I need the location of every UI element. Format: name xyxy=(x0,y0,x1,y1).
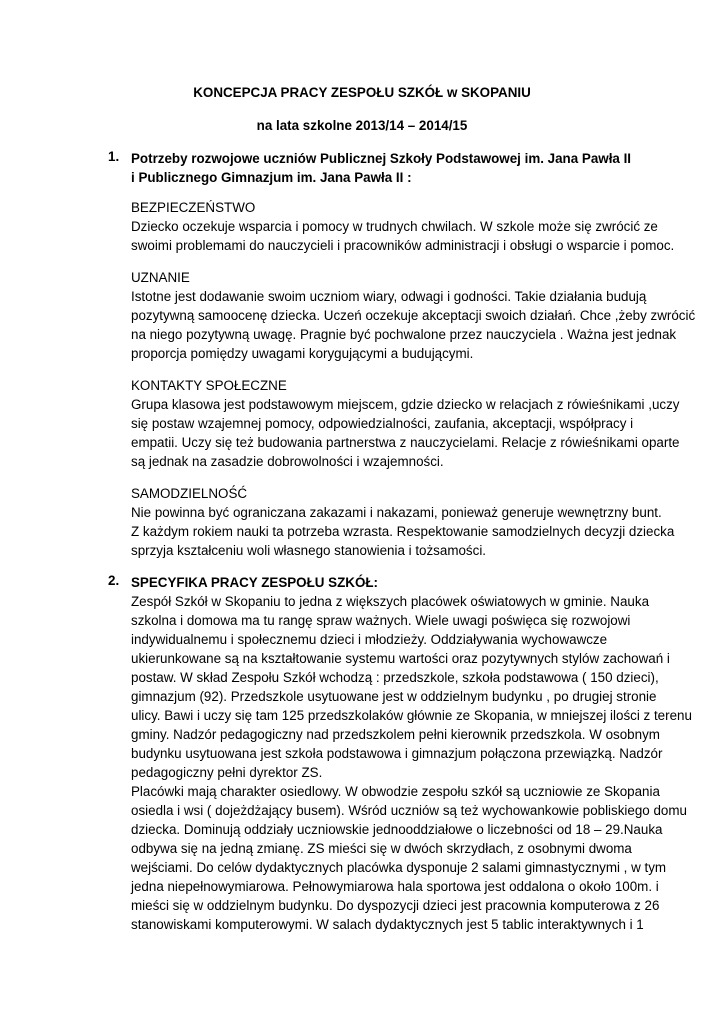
block-label-independence: SAMODZIELNOŚĆ xyxy=(131,486,248,501)
paragraph-line: odbywa się na jedną zmianę. ZS mieści się w dwóch skrzydłach, z osobnymi dwoma xyxy=(131,841,632,856)
paragraph-line: Zespół Szkół w Skopaniu to jedna z większych placówek oświatowych w gminie. Nauka xyxy=(131,594,650,609)
paragraph-line: indywidualnemu i społecznemu dzieci i młodzieży. Oddziaływania wychowawcze xyxy=(131,632,608,647)
paragraph-line: ulicy. Bawi i uczy się tam 125 przedszkolaków głównie ze Skopania, w mniejszej ilości z terenu xyxy=(131,708,692,723)
section-1-number: 1. xyxy=(108,149,120,164)
paragraph-line: Nie powinna być ograniczana zakazami i nakazami, ponieważ generuje wewnętrzny bunt. xyxy=(131,505,662,520)
paragraph-line: Istotne jest dodawanie swoim uczniom wiary, odwagi i godności. Takie działania budują xyxy=(131,289,647,304)
paragraph-line: są jednak na zasadzie dobrowolności i wzajemności. xyxy=(131,454,444,469)
paragraph-line: stanowiskami komputerowymi. W salach dydaktycznych jest 5 tablic interaktywnych i 1 xyxy=(131,917,644,932)
document-title: KONCEPCJA PRACY ZESPOŁU SZKÓŁ w SKOPANIU xyxy=(193,85,531,100)
paragraph-line: proporcja pomiędzy uwagami korygującymi a budującymi. xyxy=(131,346,474,361)
block-label-recognition: UZNANIE xyxy=(131,270,190,285)
block-label-social-contacts: KONTAKTY SPOŁECZNE xyxy=(131,378,287,393)
paragraph-line: mieści się w oddzielnym budynku. Do dyspozycji dzieci jest pracownia komputerowa z 26 xyxy=(131,898,660,913)
paragraph-line: Dziecko oczekuje wsparcia i pomocy w trudnych chwilach. W szkole może się zwrócić ze xyxy=(131,219,658,234)
paragraph-line: budynku usytuowana jest szkoła podstawowa i gimnazjum połączona przewiązką. Nadzór xyxy=(131,746,663,761)
paragraph-line: szkolna i domowa ma tu rangę spraw ważnych. Wiele uwagi poświęca się rozwojowi xyxy=(131,613,631,628)
paragraph-line: się postaw wzajemnej pomocy, odpowiedzialności, zaufania, akceptacji, współpracy i xyxy=(131,416,634,431)
section-1-heading-line: Potrzeby rozwojowe uczniów Publicznej Szkoły Podstawowej im. Jana Pawła II xyxy=(131,151,632,166)
section-2-number: 2. xyxy=(108,573,120,588)
paragraph-line: dziecka. Dominują oddziały uczniowskie jednooddziałowe o liczebności od 18 – 29.Nauka xyxy=(131,822,663,837)
paragraph-line: postaw. W skład Zespołu Szkół wchodzą : przedszkole, szkoła podstawowa ( 150 dzieci), xyxy=(131,670,659,685)
block-label-safety: BEZPIECZEŃSTWO xyxy=(131,200,256,215)
paragraph-line: Z każdym rokiem nauki ta potrzeba wzrasta. Respektowanie samodzielnych decyzji dziecka xyxy=(131,524,675,539)
paragraph-line: osiedla i wsi ( dojeżdżający busem). Wśród uczniów są też wychowankowie pobliskiego domu xyxy=(131,803,687,818)
paragraph-line: ukierunkowane są na kształtowanie systemu wartości oraz pozytywnych stylów zachowań i xyxy=(131,651,670,666)
paragraph-line: na niego pozytywną uwagę. Pragnie być pochwalone przez nauczyciela . Ważna jest jednak xyxy=(131,327,677,342)
paragraph-line: pedagogiczny pełni dyrektor ZS. xyxy=(131,765,323,780)
paragraph-line: gimnazjum (92). Przedszkole usytuowane jest w oddzielnym budynku , po drugiej stronie xyxy=(131,689,657,704)
document-subtitle: na lata szkolne 2013/14 – 2014/15 xyxy=(256,118,468,133)
paragraph-line: Grupa klasowa jest podstawowym miejscem, gdzie dziecko w relacjach z rówieśnikami ,uczy xyxy=(131,397,680,412)
paragraph-line: gminy. Nadzór pedagogiczny nad przedszkolem pełni kierownik przedszkola. W osobnym xyxy=(131,727,660,742)
paragraph-line: swoimi problemami do nauczycieli i pracowników administracji i obsługi o wsparcie i pomoc. xyxy=(131,238,675,253)
paragraph-line: wejściami. Do celów dydaktycznych placówka dysponuje 2 salami gimnastycznymi , w tym xyxy=(131,860,667,875)
section-1-heading-line: i Publicznego Gimnazjum im. Jana Pawła II : xyxy=(131,170,412,185)
paragraph-line: sprzyja kształceniu woli własnego stanowienia i tożsamości. xyxy=(131,543,487,558)
paragraph-line: jedna niepełnowymiarowa. Pełnowymiarowa hala sportowa jest oddalona o około 100m. i xyxy=(131,879,659,894)
paragraph-line: empatii. Uczy się też budowania partnerstwa z nauczycielami. Relacje z rówieśnikami oparte xyxy=(131,435,680,450)
section-2-heading: SPECYFIKA PRACY ZESPOŁU SZKÓŁ: xyxy=(131,575,379,590)
paragraph-line: Placówki mają charakter osiedlowy. W obwodzie zespołu szkół są uczniowie ze Skopania xyxy=(131,784,660,799)
paragraph-line: pozytywną samoocenę dziecka. Uczeń oczekuje akceptacji swoich działań. Chce ,żeby zwrócić xyxy=(131,308,696,323)
